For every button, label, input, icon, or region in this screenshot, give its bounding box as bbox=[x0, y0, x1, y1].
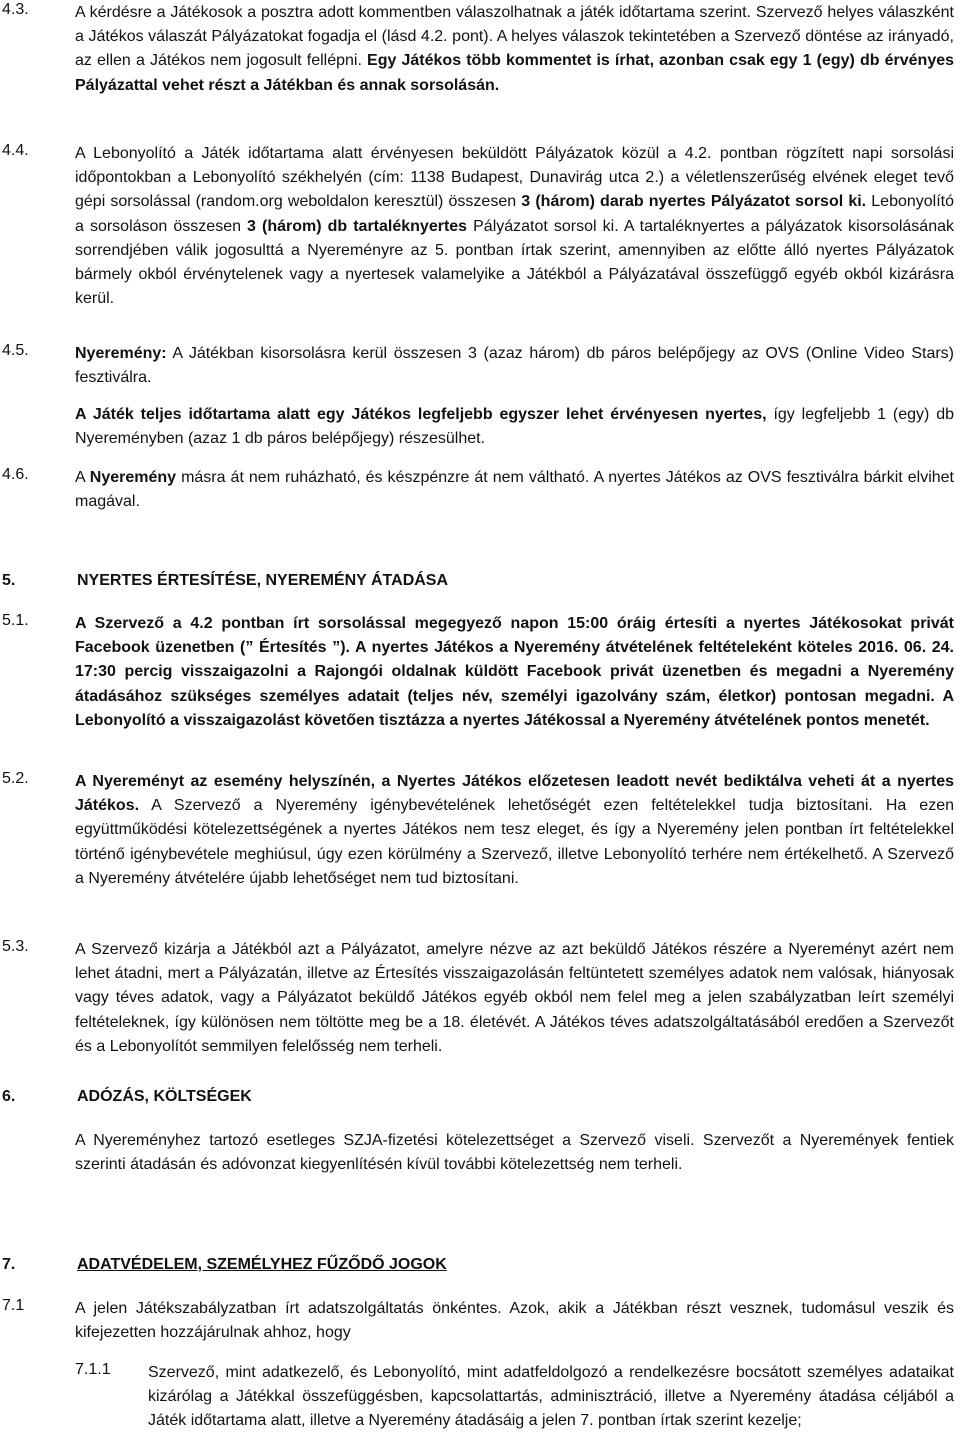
section-number: 4.5. bbox=[2, 342, 29, 359]
heading-title: ADATVÉDELEM, SZEMÉLYHEZ FŰZŐDŐ JOGOK bbox=[77, 1256, 447, 1273]
section-number: 4.4. bbox=[2, 142, 29, 159]
bold-run: A Játék teljes időtartama alatt egy Játékos legfeljebb egyszer lehet érvényesen nyertes, bbox=[75, 406, 767, 423]
bold-run: A Nyereményt az esemény helyszínén, a Nyertes Játékos előzetesen leadott nevét bediktálva veheti át a nyertes Játékos. bbox=[75, 773, 954, 815]
section-number: 7.1 bbox=[2, 1297, 25, 1314]
section-text bbox=[75, 342, 954, 390]
heading-number: 5. bbox=[2, 572, 16, 589]
section-text bbox=[75, 1129, 954, 1177]
bold-run: Egy Játékos több kommentet is írhat, azonban csak egy 1 (egy) db érvényes Pályázattal vehet részt a Játékban és annak sorsolásán. bbox=[75, 52, 955, 94]
bold-run: 3 (három) darab nyertes Pályázatot sorsol ki. bbox=[521, 193, 867, 211]
section-text bbox=[75, 770, 954, 891]
section-text-2 bbox=[75, 403, 954, 451]
heading-number: 7. bbox=[2, 1256, 16, 1273]
section-text bbox=[75, 1, 954, 98]
text-run: A kérdésre a Játékosok a posztra adott kommentben válaszolhatnak a játék időtartama szerint. Szervező helyes válaszként a Játékos válaszát Pályázatokat fogadja el (lásd 4.2. pont). A helyes válaszok tekintetében a Szervező döntése az irányadó, az ellen a Játékos nem jogosult fellépni. bbox=[75, 4, 954, 70]
text-run: így legfeljebb 1 (egy) db Nyereményben (azaz 1 db páros belépőjegy) részesülhet. bbox=[75, 406, 955, 448]
text-run: A Szervező kizárja a Játékból azt a Pályázatot, amelyre nézve az azt beküldő Játékos részére a Nyereményt azért nem lehet átadni, mert a Pályázatán, illetve az Értesítés visszaigazolásán feltüntetett személyes adatok nem valósak, hiányosak vagy téves adatok, vagy a Pályázatot beküldő Játékos egyéb okból nem felel meg a jelen szabályzatban leírt személyi feltételeknek, így különösen nem töltötte meg be a 18. életévét. A Játékos téves adatszolgáltatásából eredően a Szervezőt és a Lebonyolítót semmilyen felelősség nem terheli. bbox=[75, 941, 954, 1055]
text-run: A Szervező a Nyeremény igénybevételének lehetőségét ezen feltételekkel tudja biztosítani. Ha ezen együttműködési kötelezettségének a nyertes Játékos nem tesz eleget, és így a Nyeremény jelen pontban írt feltételekkel történő igénybevétele meghiúsul, úgy ezen körülmény a Szervező, illetve Lebonyolító terhére nem értékelhető. A Szervező a Nyeremény átvételére újabb lehetőséget nem tud biztosítani. bbox=[75, 797, 954, 887]
heading-title: NYERTES ÉRTESÍTÉSE, NYEREMÉNY ÁTADÁSA bbox=[77, 572, 449, 589]
bold-run: A Szervező a 4.2 pontban írt sorsolással megegyező napon 15:00 óráig értesíti a nyertes Játékosokat privát Facebook üzenetben (” Értesítés ”). A nyertes Játékos a Nyeremény átvételének feltételeként köteles 2016. 06. 24. 17:30 percig visszaigazolni a Rajongói oldalnak küldött Facebook privát üzenetben és megadni a Nyeremény átadásához szükséges személyes adatait (teljes név, személyi igazolvány szám, életkor) pontosan megadni. A Lebonyolító a visszaigazolást követően tisztázza a nyertes Játékossal a Nyeremény átvételének pontos menetét. bbox=[75, 615, 954, 729]
text-run: A bbox=[75, 469, 90, 486]
section-text bbox=[75, 466, 954, 514]
bold-run: Nyeremény: bbox=[75, 345, 167, 362]
text-run: másra át nem ruházható, és készpénzre át nem váltható. A nyertes Játékos az OVS fesztiválra bárkit elvihet magával. bbox=[75, 469, 955, 511]
text-run: A Nyereményhez tartozó esetleges SZJA-fizetési kötelezettséget a Szervező viseli. Szervezőt a Nyeremények fentiek szerinti átadásán és adóvonzat kiegyenlítésén kívül további kötelezettség nem terheli. bbox=[75, 1132, 954, 1174]
heading-number: 6. bbox=[2, 1088, 16, 1105]
section-number: 5.1. bbox=[2, 612, 29, 629]
section-number: 5.3. bbox=[2, 938, 29, 955]
text-run: Szervező, mint adatkezelő, és Lebonyolító, mint adatfeldolgozó a rendelkezésre bocsátott személyes adataikat kizárólag a Játékkal összefüggésben, kapcsolattartás, adminisztráció, illetve a Nyeremény átadása céljából a Játék időtartama alatt, illetve a Nyeremény átadásáig a jelen 7. pontban írtak szerint kezelje; bbox=[148, 1364, 954, 1430]
section-text bbox=[75, 142, 954, 311]
text-run: Pályázatot sorsol ki. A tartaléknyertes a pályázatok kisorsolásának sorrendjében válik jogosulttá a Nyereményre az 5. pontban írtak szerint, amennyiben az előtte álló nyertes Pályázatok bármely okból érvénytelenek vagy a nyertesek valamelyike a Játékból a Pályázatával összefüggő egyéb okból kizárásra kerül. bbox=[75, 217, 955, 308]
section-text bbox=[75, 938, 954, 1059]
bold-run: Nyeremény bbox=[89, 469, 177, 486]
text-run: A Lebonyolító a Játék időtartama alatt érvényesen beküldött Pályázatok közül a 4.2. pontban rögzített napi sorsolási időpontokban a Lebonyolító székhelyén (cím: 1138 Budapest, Dunavirág utca 2.) a véletlenszerűség elvének eleget tevő gépi sorsolással (random.org weboldalon keresztül) összesen bbox=[75, 145, 954, 211]
text-run: A jelen Játékszabályzatban írt adatszolgáltatás önkéntes. Azok, akik a Játékban részt vesznek, tudomásul veszik és kifejezetten hozzájárulnak ahhoz, hogy bbox=[75, 1300, 954, 1342]
section-text bbox=[75, 612, 954, 733]
section-number: 4.6. bbox=[2, 466, 29, 483]
bold-run: 3 (három) db tartaléknyertes bbox=[247, 217, 468, 235]
section-number: 7.1.1 bbox=[75, 1361, 111, 1378]
section-number: 4.3. bbox=[2, 1, 29, 18]
section-text bbox=[75, 1297, 954, 1345]
heading-title: ADÓZÁS, KÖLTSÉGEK bbox=[77, 1088, 252, 1105]
section-number: 5.2. bbox=[2, 770, 29, 787]
text-run: A Játékban kisorsolásra kerül összesen 3 (azaz három) db páros belépőjegy az OVS (Online Video Stars) fesztiválra. bbox=[75, 345, 954, 387]
text-run: Lebonyolító a sorsoláson összesen bbox=[75, 193, 955, 235]
section-text bbox=[148, 1361, 954, 1434]
